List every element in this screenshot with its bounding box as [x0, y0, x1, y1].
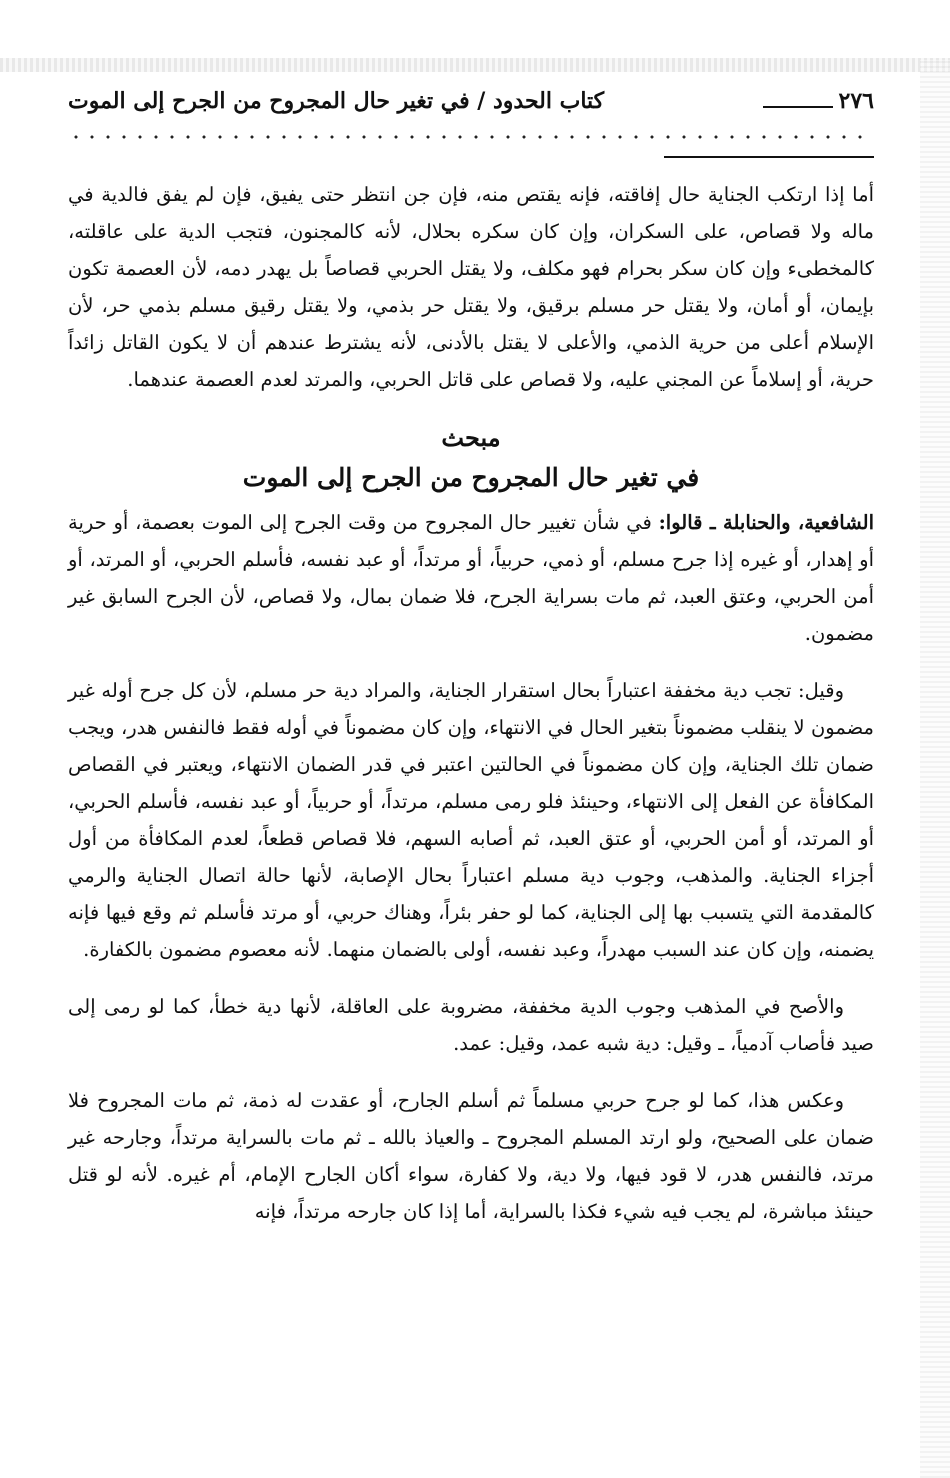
lead-paragraph [68, 504, 874, 652]
page-number: ٢٧٦ [838, 88, 874, 114]
header-dash [763, 106, 833, 108]
running-title: كتاب الحدود / في تغير حال المجروح من الجرح إلى الموت [68, 88, 605, 114]
section-heading [68, 418, 874, 498]
dotted-rule [68, 132, 874, 142]
section-title: في تغير حال المجروح من الجرح إلى الموت [242, 463, 700, 492]
paragraph: وعكس هذا، كما لو جرح حربي مسلماً ثم أسلم الجارح، أو عقدت له ذمة، ثم مات المجروح فلا ضمان على الصحيح، ولو ارتد المسلم المجروح ـ والعياذ بالله ـ ثم مات بالسراية مرتداً، وجارحه غير مرتد، فالنفس هدر، لا قود فيها، ولا دية، ولا كفارة، سواء أكان الجارح الإمام، أم غيره. لأنه لو قتل حينئذ مباشرة، لم يجب فيه شيء فكذا بالسراية، أما إذا كان جارحه مرتداً، فإنه [68, 1089, 874, 1223]
scan-edge-top [0, 58, 950, 72]
page [68, 88, 874, 1250]
body-text [68, 176, 874, 1230]
header-rule [664, 156, 874, 158]
paragraph: وقيل: تجب دية مخففة اعتباراً بحال استقرار الجناية، والمراد دية حر مسلم، لأن كل جرح أوله غير مضمون لا ينقلب مضموناً بتغير الحال في الانتهاء، وإن كان مضموناً في أوله فقط فالنفس هدر، ويجب ضمان تلك الجناية، وإن كان مضموناً في الحالتين اعتبر في قدر الضمان الانتهاء، ويعتبر في القصاص المكافأة عن الفعل إلى الانتهاء، وحينئذ فلو رمى مسلم، مرتداً، أو حربياً، أو عبد نفسه، فأسلم الحربي، أو المرتد، أو أمن الحربي، أو عتق العبد، ثم أصابه السهم، فلا قصاص قطعاً، لعدم المكافأة من أول أجزاء الجناية. والمذهب، وجوب دية مسلم اعتباراً بحال الإصابة، لأنها حالة اتصال الجناية والرمي كالمقدمة التي يتسبب بها إلى الجناية، كما لو حفر بئراً، وهناك حربي، أو مرتد فأسلم ثم وقع فيها فإنه يضمنه، وإن كان عند السبب مهدراً، وعبد نفسه، أولى بالضمان منهما. لأنه معصوم مضمون بالكفارة. [68, 679, 874, 961]
lead-text: في شأن تغيير حال المجروح من وقت الجرح إلى الموت بعصمة، أو حرية أو إهدار، أو غيره إذا جرح مسلم، أو ذمي، حربياً، أو مرتداً، أو عبد نفسه، فأسلم الحربي، أو المرتد، أو أمن الحربي، وعتق العبد، ثم مات بسراية الجرح، فلا ضمان بمال، ولا قصاص، لأن الجرح السابق غير مضمون. [68, 511, 874, 645]
paragraph: والأصح في المذهب وجوب الدية مخففة، مضروبة على العاقلة، لأنها دية خطأ، كما لو رمى إلى صيد فأصاب آدمياً، ـ وقيل: دية شبه عمد، وقيل: عمد. [68, 995, 874, 1055]
lead-bold: الشافعية، والحنابلة ـ قالوا: [658, 511, 874, 534]
running-header [68, 88, 874, 128]
section-label: مبحث [441, 423, 501, 452]
scan-edge-right [920, 60, 950, 1478]
paragraph: أما إذا ارتكب الجناية حال إفاقته، فإنه يقتص منه، فإن جن انتظر حتى يفيق، فإن لم يفق فالدية في ماله ولا قصاص، على السكران، وإن كان سكره بحلال، لأنه كالمجنون، فتجب الدية على عاقلته، كالمخطىء وإن كان سكر بحرام فهو مكلف، ولا يقتل الحربي قصاصاً بل يهدر دمه، لأن العصمة تكون بإيمان، أو أمان، ولا يقتل حر مسلم برقيق، ولا يقتل حر بذمي، ولا يقتل رقيق مسلم بذمي حر، لأن الإسلام أعلى من حرية الذمي، والأعلى لا يقتل بالأدنى، لأنه يشترط عندهم أن لا يكون القاتل زائداً حرية، أو إسلاماً عن المجني عليه، ولا قصاص على قاتل الحربي، والمرتد لعدم العصمة عندهما. [68, 183, 874, 391]
